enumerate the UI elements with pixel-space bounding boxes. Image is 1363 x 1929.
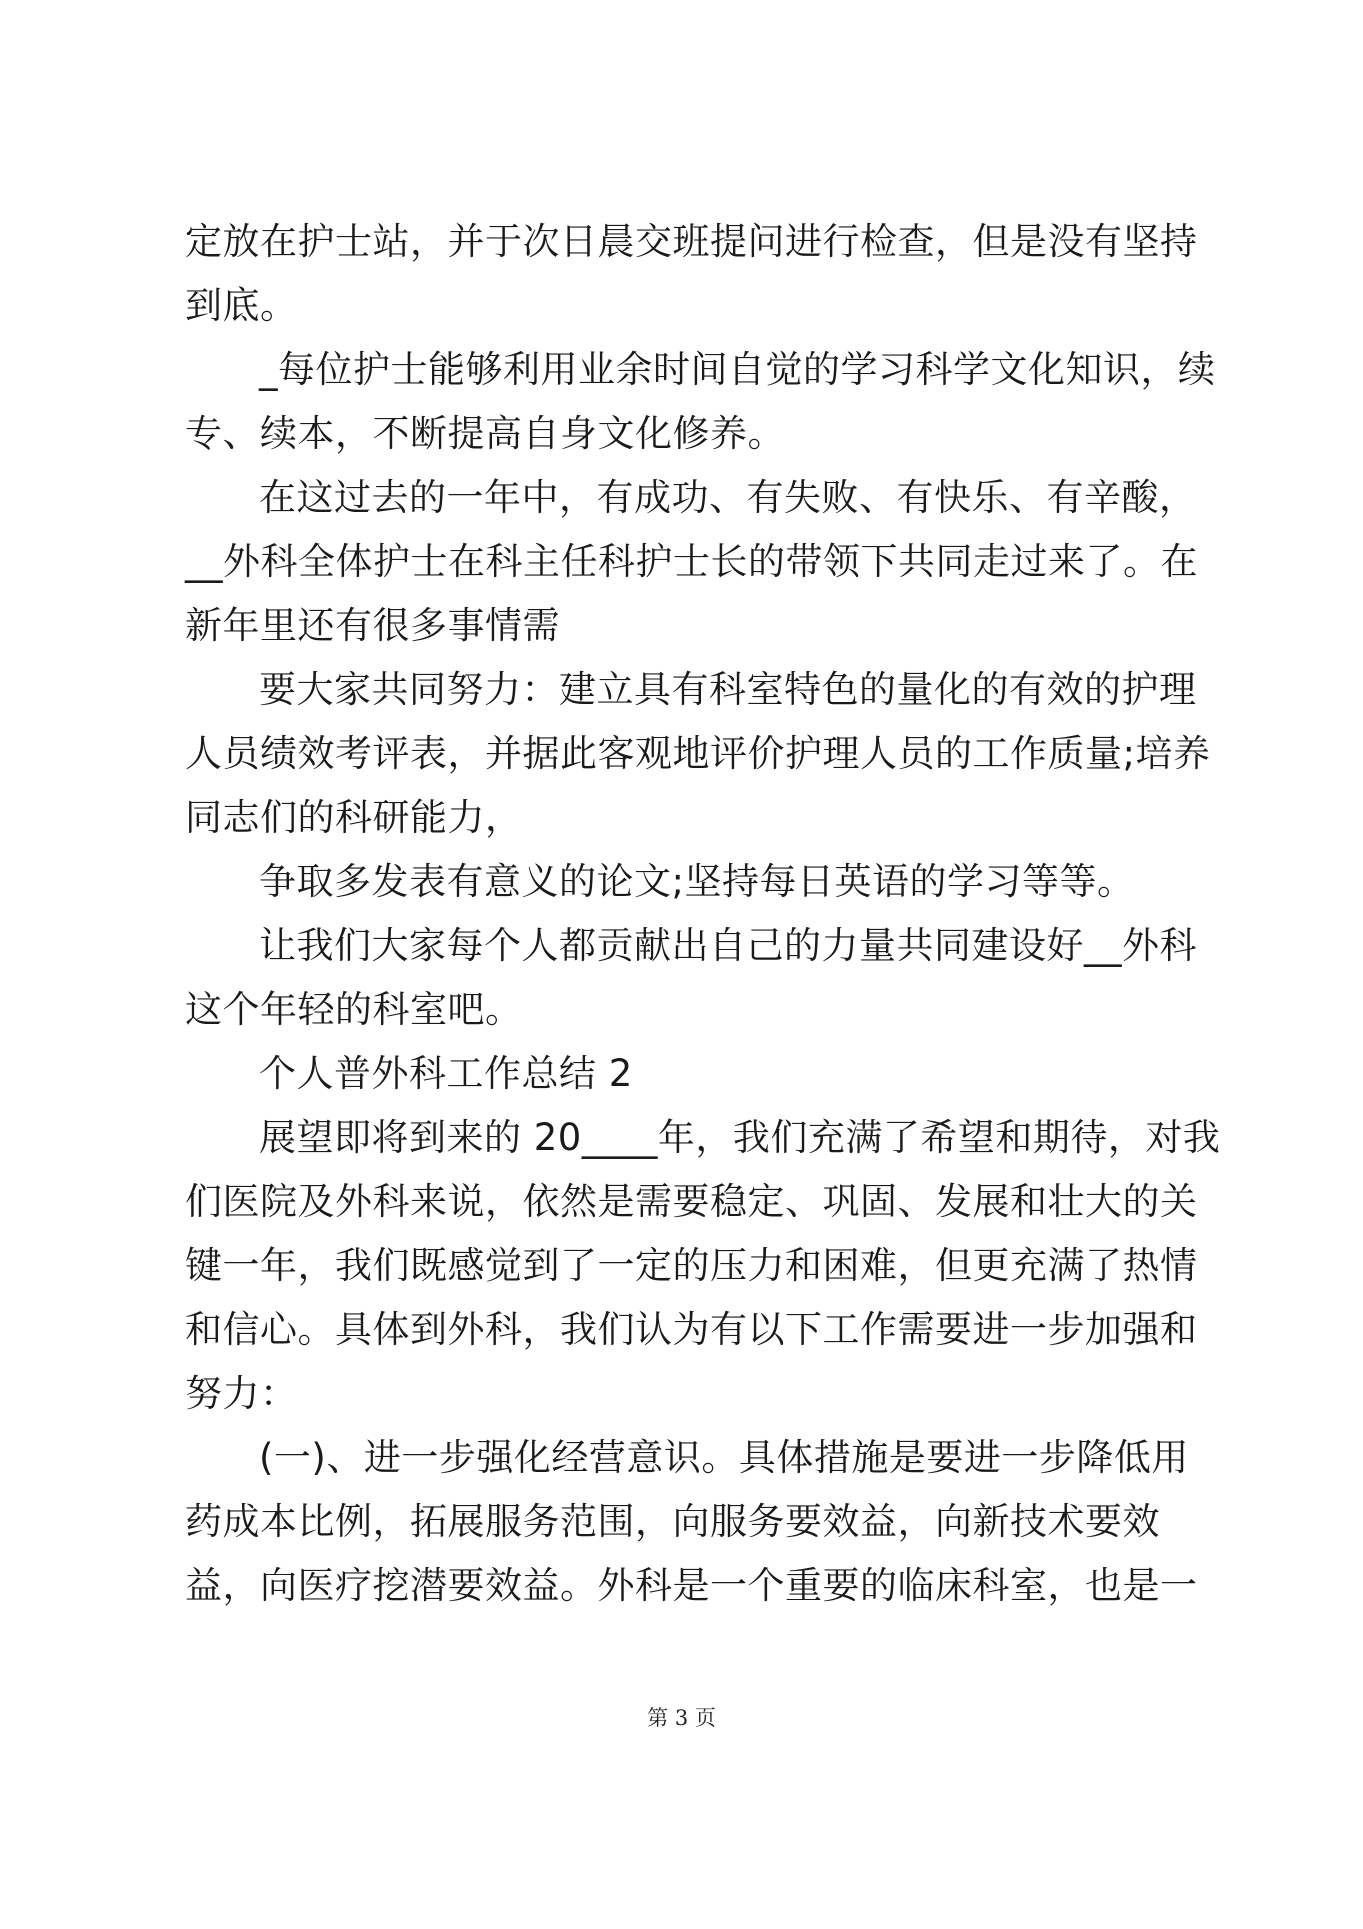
page-number: 第 3 页 [647,1706,716,1730]
text-line: 到底。 [185,284,298,327]
paragraph [185,1106,1221,1426]
text-line: _每位护士能够利用业余时间自觉的学习科学文化知识，续 [259,348,1216,391]
text-line: 专、续本，不断提高自身文化修养。 [185,412,785,455]
text-line: 展望即将到来的 20____年，我们充满了希望和期待，对我 [259,1116,1221,1159]
paragraph [185,338,1216,466]
text-line: 这个年轻的科室吧。 [185,988,523,1031]
text-line: 要大家共同努力：建立具有科室特色的量化的有效的护理 [259,668,1197,711]
text-line: 同志们的科研能力， [185,796,523,839]
text-line: 键一年，我们既感觉到了一定的压力和困难，但更充满了热情 [185,1244,1198,1287]
text-line: 药成本比例，拓展服务范围，向服务要效益，向新技术要效 [185,1500,1160,1543]
paragraph [185,658,1211,850]
paragraph [185,850,1205,914]
paragraph [185,210,1205,338]
text-line: 努力： [185,1372,298,1415]
text-line: 人员绩效考评表，并据此客观地评价护理人员的工作质量;培养 [185,732,1211,775]
document-body [185,210,1221,1618]
text-line: __外科全体护士在科主任科护士长的带领下共同走过来了。在 [185,540,1198,583]
text-line: 和信心。具体到外科，我们认为有以下工作需要进一步加强和 [185,1308,1198,1351]
text-line: 益，向医疗挖潜要效益。外科是一个重要的临床科室，也是一 [185,1564,1198,1607]
text-line: 个人普外科工作总结 2 [259,1052,633,1095]
text-line: 新年里还有很多事情需 [185,604,560,647]
text-line: 们医院及外科来说，依然是需要稳定、巩固、发展和壮大的关 [185,1180,1198,1223]
paragraph [185,1426,1205,1618]
paragraph [185,1042,1205,1106]
text-line: 争取多发表有意义的论文;坚持每日英语的学习等等。 [259,860,1135,903]
paragraph [185,466,1205,658]
text-line: (一)、进一步强化经营意识。具体措施是要进一步降低用 [259,1436,1189,1479]
text-line: 让我们大家每个人都贡献出自己的力量共同建设好__外科 [259,924,1197,967]
paragraph [185,914,1205,1042]
text-line: 定放在护士站，并于次日晨交班提问进行检查，但是没有坚持 [185,220,1198,263]
text-line: 在这过去的一年中，有成功、有失败、有快乐、有辛酸， [259,476,1197,519]
